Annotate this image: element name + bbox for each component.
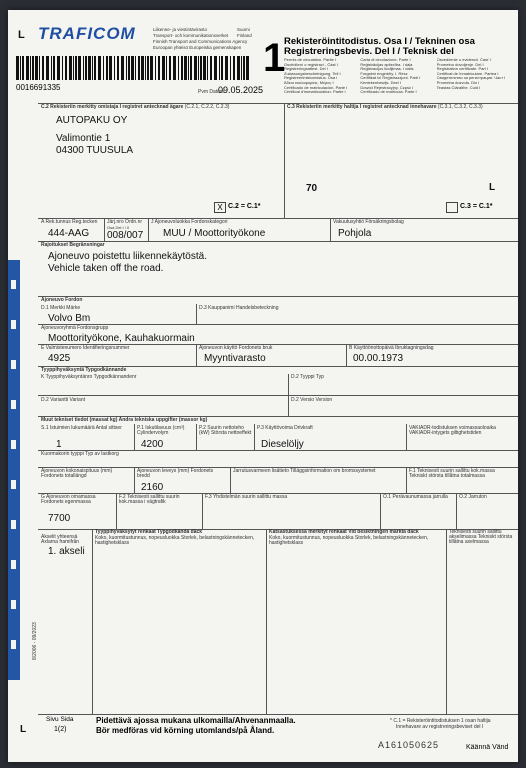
inspected-tyres-columns: Koko, kuormitustunnus, nopeusluokka Storlek, belastningskännetecken, hastighetsklass xyxy=(269,535,429,546)
footnote-2: Innehavare av registreringsbeviset del I xyxy=(396,724,484,730)
multilang-title: Свидетелство за регистрация. Част I xyxy=(436,76,506,81)
multilang-title: Osvědčení o registraci - Část I xyxy=(284,62,338,67)
braked-trailer-label: O.1 Perävaunumassa jarrulla xyxy=(383,494,448,500)
restriction-fi: Ajoneuvo poistettu liikennekäytöstä. xyxy=(48,251,207,262)
approval-number-label: K Tyyppihyväksyntänro Typgodkännandenr xyxy=(41,374,137,380)
curb-mass-label: G Ajoneuvon omamassa Fordonets egenmassa xyxy=(41,494,96,505)
multilang-title: Osvedčenie o evidencii. Časť I xyxy=(436,58,491,62)
make-value: Volvo Bm xyxy=(48,313,91,324)
version-label: D.2 Versio Version xyxy=(291,397,333,403)
fuel-label: P.3 Käyttövoima Drivkraft xyxy=(257,425,313,431)
vehicle-group-label: Ajoneuvoryhmä Fordonsgrupp xyxy=(41,325,109,331)
owner-same-checkbox[interactable]: X xyxy=(214,202,226,213)
multilang-title: Certifikat ta' Reġistrazzjoni. Parti I xyxy=(360,76,421,81)
first-use-label: B Käyttöönottopäivä Ibruktagningsdag xyxy=(349,345,434,351)
doc-title-fi: Rekisteröintitodistus. Osa I / Tekninen osa xyxy=(284,36,475,47)
owner-name: AUTOPAKU OY xyxy=(56,115,128,126)
corner-letter: L xyxy=(18,29,25,41)
reg-label: A Rek.tunnus Reg.tecken xyxy=(41,219,98,225)
multilang-title: Registration certificate. Part I xyxy=(436,67,489,72)
make-label: D.1 Merkki Märke xyxy=(41,305,81,311)
holder-label: C.3 Rekisteriin merkitty haltija I registret antecknad innehavare (C.3.1, C.3.2, C.3.3) xyxy=(287,104,483,110)
multilang-title: Registreerimistunnistus. Osa I xyxy=(284,76,338,81)
owner-street: Valimontie 1 xyxy=(56,133,111,144)
agency-name-fi: Liikenne- ja viestintävirasto xyxy=(153,27,208,32)
insurer-value: Pohjola xyxy=(338,228,372,239)
axle-1: 1. akseli xyxy=(48,546,85,557)
page-number: 1(2) xyxy=(54,726,67,733)
vehicle-group-value: Moottorityökone, Kauhakuormain xyxy=(48,333,195,344)
date-label: Pvm Datum xyxy=(198,89,225,95)
holder-letter: L xyxy=(489,182,496,193)
multilang-title: Prometna dozvola. Dio I xyxy=(436,80,480,85)
displacement-label: P.1 Iskutilavuus (cm³) Cylindervolym xyxy=(137,425,185,436)
seats-value: 1 xyxy=(56,439,62,450)
curb-mass-value: 7700 xyxy=(48,513,71,524)
brake-label: Jarrutusvarmeen lisätieto Tilläggsinformation om bromssystemet xyxy=(233,468,376,474)
usage-value: Myyntivarasto xyxy=(204,353,266,364)
multilang-title: Dowód Rejestracyjny. Część I xyxy=(360,85,414,90)
multilang-title: Άδεια κυκλοφορίας. Μέρος I xyxy=(284,80,334,85)
road-mass-label: F.2 Teknisesti sallittu suurin kok.massa i vägtrafik xyxy=(119,494,180,505)
holder-same-checkbox[interactable] xyxy=(446,202,458,213)
footer-corner-letter: L xyxy=(20,724,27,735)
seats-label: S.1 Istuimien lukumäärä Antal sittser xyxy=(41,425,122,431)
country-fi: Suomi xyxy=(237,27,250,32)
insurer-label: Vakuutusyhtiö Försäkringsbolag xyxy=(333,219,404,225)
multilang-title: Forgalmi engedély. I. Rész xyxy=(360,71,408,76)
approved-tyres-label: Tyyppihyväksytyt renkaat Typgodkända däck xyxy=(95,529,203,535)
serial-label: Järj.nro Ordn.nr xyxy=(107,219,143,225)
inspected-tyres-label: Katsastuksessa merkityt renkaat Vid besiktningen märkta däck xyxy=(269,529,419,535)
load-body-label: Kuormakorin tyyppi Typ av lastkorg xyxy=(41,451,119,457)
max-axle-mass-label: Teknisesti suurin sallittu akselimassa Tekniskt största tillåtna axelmassa xyxy=(449,529,513,545)
vakiadr-label-sv: VAKIADR-intygets giltighetstiden xyxy=(409,430,482,436)
type-label: D.2 Tyyppi Typ xyxy=(291,374,324,380)
usage-label: Ajoneuvon käyttö Fordonets bruk xyxy=(199,345,273,351)
country-sv: Finland xyxy=(237,33,252,38)
unbraked-trailer-label: O.2 Jarruton xyxy=(459,494,487,500)
fuel-value: Dieselöljy xyxy=(261,439,304,450)
trade-name-label: D.3 Kauppanimi Handelsbeteckning xyxy=(199,305,279,311)
traficom-logo: TRAFICOM xyxy=(38,24,136,43)
serial-sub: Osa Del I / II xyxy=(107,225,130,230)
holder-c3-equals: C.3 = C.1* xyxy=(460,203,493,210)
multilang-title: Zulassungsbescheinigung. Teil I xyxy=(284,71,341,76)
displacement-value: 4200 xyxy=(141,439,164,450)
footnote-1: * C.1 = Rekisteröintitodistuksen 1 osan haltija xyxy=(390,718,491,724)
category-label: J Ajoneuvoluokka Fordonskategori xyxy=(151,219,228,225)
length-label: Ajoneuvon kokonaispituus (mm) Fordonets totallängd xyxy=(41,468,113,479)
multilang-title: Registracijos liudijimas. I dalis xyxy=(360,67,414,72)
combination-mass-label: F.3 Yhdistelmän suurin sallittu massa xyxy=(205,494,288,500)
multilang-title: Registreringsattest. Del I xyxy=(284,67,328,72)
multilang-title: Carta di circolazione. Parte I xyxy=(360,58,411,62)
side-security-stripe xyxy=(8,260,20,680)
part-number: 1 xyxy=(263,36,286,80)
multilang-title: Kentekenbewijs. Deel I xyxy=(360,80,402,85)
barcode-number: 0016691335 xyxy=(16,83,61,92)
barcode xyxy=(16,56,251,80)
type-approval-label: Tyyppihyväksyntä Typgodkännande xyxy=(41,367,127,373)
reg-number: 444-AAG xyxy=(48,228,90,239)
eu-note: Euroopan yhteisö Europeiska gemenskapen xyxy=(153,45,242,50)
vin-label: E Valmistenumero Identifieringsnummer xyxy=(41,345,130,351)
turn-over-note: Käännä Vänd xyxy=(466,744,509,751)
multilang-title: Prometno dovoljenje. Del I xyxy=(436,62,484,67)
agency-name-en: Finnish Transport and Communications Agency xyxy=(153,39,248,44)
multilang-title: Certificat d'immatriculation. Partie I xyxy=(284,90,346,95)
multilang-title: Permis de circulation. Partie I xyxy=(284,58,337,62)
width-value: 2160 xyxy=(141,482,164,493)
page-label: Sivu Sida xyxy=(46,716,74,723)
multilang-title: Certificado de matriculación. Parte I xyxy=(284,85,348,90)
carry-note-fi: Pidettävä ajossa mukana ulkomailla/Ahvenanmaalla. xyxy=(96,716,296,725)
axles-label: Akselit yhteensä Axlarna framifrån xyxy=(41,534,80,545)
holder-code: 70 xyxy=(306,183,318,194)
variant-label: D.2 Variantti Variant xyxy=(41,397,86,403)
vakiadr-label: VAKIADR-todistuksen voimassaoloaika xyxy=(409,425,496,431)
category-value: MUU / Moottorityökone xyxy=(163,228,266,239)
restrictions-label: Rajoitukset Begränsningar xyxy=(41,242,105,248)
vehicle-section-label: Ajoneuvo Fordon xyxy=(41,297,83,303)
max-mass-label: F.1 Teknisesti suurin sallittu kok.massa Tekniskt största tillåtna totalmassa xyxy=(409,468,495,479)
multilang-title: Certificat de înmatriculare. Partea I xyxy=(436,71,499,76)
vin-value: 4925 xyxy=(48,353,71,364)
width-label: Ajoneuvon leveys (mm) Fordonets bredd xyxy=(137,468,214,479)
serial-value: 008/007 xyxy=(107,230,144,241)
agency-name-sv: Transport- och kommunikationsverket xyxy=(153,33,229,38)
owner-city: 04300 TUUSULA xyxy=(56,145,134,156)
registration-certificate xyxy=(8,10,518,762)
multilang-title: Certificado de matrícula. Parte I xyxy=(360,90,417,95)
first-use-value: 00.00.1973 xyxy=(353,353,404,364)
tech-section-label: Muut tekniset tiedot (massat kg) Andra tekniska uppgifter (massor kg) xyxy=(41,417,208,423)
carry-note-sv: Bör medföras vid körning utomlands/på Åland. xyxy=(96,726,275,735)
multilang-titles xyxy=(284,58,510,103)
owner-label: C.2 Rekisteriin merkitty omistaja I registret antecknad ägare (C.2.1, C.2.2, C.2.3) xyxy=(41,104,230,110)
power-label: P.2 Suurin nettoteho (kW) Största nettoeffekt xyxy=(199,425,252,436)
owner-c2-equals: C.2 = C.1* xyxy=(228,203,261,210)
issue-date: 09.05.2025 xyxy=(218,85,264,95)
form-code: 8/2006 - 09/2023 xyxy=(32,622,38,660)
multilang-title: Teastas Cláraithe. Cuid I xyxy=(436,85,481,90)
doc-title-sv: Registreringsbevis. Del I / Teknisk del xyxy=(284,46,454,57)
multilang-title: Reģistrācijas apliecība. I daļa xyxy=(360,62,413,67)
approved-tyres-columns: Koko, kuormitustunnus, nopeusluokka Storlek, belastningskännetecken, hastighetsklass xyxy=(95,535,255,546)
restriction-en: Vehicle taken off the road. xyxy=(48,263,164,274)
document-serial: A161050625 xyxy=(378,740,440,750)
